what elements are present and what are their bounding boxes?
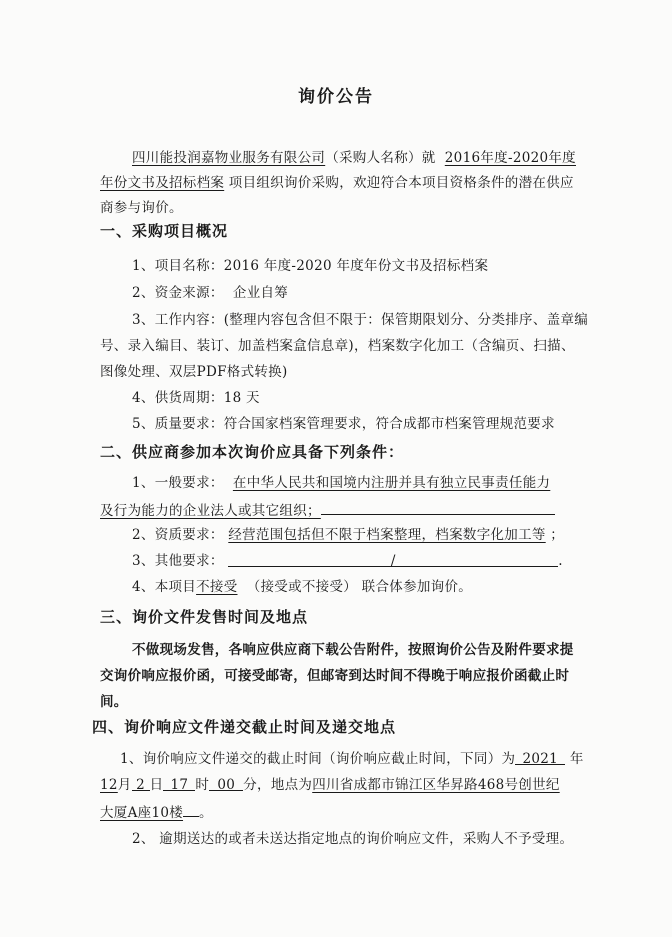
consortium-prefix: 4、本项目 [132,579,197,595]
project-name-part2: 年份文书及招标档案 [100,175,225,191]
page-title: 询价公告 [298,87,374,107]
section-1-item-4: 4、供货周期：18 天 [132,390,260,406]
purchaser-suffix: （采购人名称）就 [325,150,436,166]
place-end: 。 [199,805,213,821]
purchaser-name: 四川能投润嘉物业服务有限公司 [132,150,326,166]
year-unit: 年 [569,751,584,767]
section-4-item-2: 2、 逾期送达的或者未送达指定地点的询价响应文件，采购人不予受理。 [132,831,574,847]
intro-line-1 [132,148,576,168]
project-name-part1: 2016年度-2020年度 [444,150,576,166]
section-2-heading: 二、供应商参加本次询价应具备下列条件： [100,443,405,461]
qualification-end: ； [550,527,565,543]
section-2-item-2 [132,525,564,545]
month-unit: 月 [117,777,132,793]
deadline-month: 12 [100,777,118,793]
section-1-heading: 一、采购项目概况 [100,222,229,240]
funding-value: 企业自筹 [232,285,289,301]
funding-label: 2、资金来源： [132,285,224,301]
other-req-label: 3、其他要求： [132,553,224,569]
consortium-value: 不接受 [196,579,238,595]
section-1-item-3-line-2: 号、录入编目、装订、加盖档案盒信息章)，档案数字化加工（含编页、扫描、 [100,338,575,354]
section-4-line-1 [120,749,584,769]
general-req-value: 在中华人民共和国境内注册并具有独立民事责任能力 [232,475,551,491]
section-4-line-2 [100,775,560,795]
section-1-item-5: 5、质量要求：符合国家档案管理要求，符合成都市档案管理规范要求 [132,416,555,432]
deadline-hour: 17 [163,775,195,791]
qualification-value: 经营范围包括但不限于档案整理，档案数字化加工等 [228,527,546,543]
place-blank [183,801,199,817]
general-req-value-cont: 及行为能力的企业法人或其它组织； [100,503,321,519]
section-1-item-3-line-3: 图像处理、双层PDF格式转换) [100,364,288,380]
intro-text: 项目组织询价采购，欢迎符合本项目资格条件的潜在供应 [228,175,574,191]
section-2-item-3 [132,551,563,571]
qualification-label: 2、资质要求： [132,527,224,543]
other-req-end: . [558,553,563,569]
section-1-item-3-line-1: 3、工作内容：(整理内容包含但不限于：保管期限划分、分类排序、盖章编 [132,312,589,328]
blank-underline [321,499,555,515]
deadline-minute: 00 [209,775,243,791]
section-3-heading: 三、询价文件发售时间及地点 [100,608,309,626]
deadline-text: 1、询价响应文件递交的截止时间（询价响应截止时间，下同）为 [120,751,516,767]
other-req-value: / [228,551,558,567]
consortium-suffix: （接受或不接受） 联合体参加询价。 [246,579,473,595]
hour-unit: 时 [195,777,210,793]
general-req-label: 1、一般要求： [132,475,224,491]
section-2-item-1-line-1 [132,473,550,493]
section-3-line-3: 间。 [100,694,128,710]
place-line-1: 四川省成都市锦江区华昇路468号创世纪 [312,777,560,793]
place-line-2: 大厦A座10楼 [100,805,184,821]
minute-unit: 分，地点为 [243,777,313,793]
section-2-item-1-line-2 [100,499,555,521]
deadline-day: 2 [132,775,150,791]
deadline-year: 2021 [515,749,565,765]
section-1-item-2 [132,283,288,303]
intro-line-2 [100,173,574,193]
section-3-line-2: 交询价响应报价函，可接受邮寄，但邮寄到达时间不得晚于响应报价函截止时 [100,668,570,684]
section-4-heading: 四、询价响应文件递交截止时间及递交地点 [92,718,397,736]
section-3-line-1: 不做现场发售，各响应供应商下载公告附件，按照询价公告及附件要求提 [132,642,574,658]
section-2-item-4 [132,577,472,597]
section-4-line-3 [100,801,213,823]
section-1-item-1: 1、项目名称：2016 年度-2020 年度年份文书及招标档案 [132,258,489,274]
intro-line-3: 商参与询价。 [100,200,183,216]
day-unit: 日 [149,777,164,793]
